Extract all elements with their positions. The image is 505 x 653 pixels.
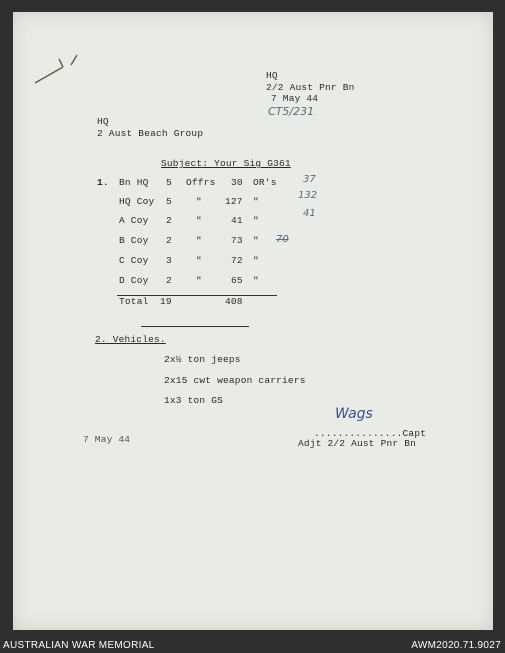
row-offrs: 5 <box>166 196 172 207</box>
row-name: A Coy <box>119 215 149 226</box>
row-ors-label: " <box>253 215 259 226</box>
subject-line: Subject: Your Sig G361 <box>161 158 291 169</box>
vehicle-item: 1x3 ton GS <box>164 395 224 406</box>
row-offrs-label: " <box>196 255 202 266</box>
margin-note: 37 <box>303 174 316 185</box>
handwritten-signature: Wags <box>335 406 373 422</box>
section-separator <box>141 326 249 327</box>
row-offrs-label: " <box>196 196 202 207</box>
row-offrs-label: " <box>196 275 202 286</box>
ink-mark-icon <box>33 47 83 87</box>
header-date: 7 May 44 <box>271 93 319 104</box>
row-name: D Coy <box>119 275 149 286</box>
row-offrs: 3 <box>166 255 172 266</box>
row-ors-label: " <box>253 235 259 246</box>
row-offrs-label: Offrs <box>186 177 216 188</box>
row-offrs-label: " <box>196 215 202 226</box>
margin-note: 41 <box>303 208 316 219</box>
margin-note: 132 <box>298 190 318 201</box>
struck-note: 70 <box>276 234 289 245</box>
row-ors-label: OR's <box>253 177 277 188</box>
vehicle-item: 2x½ ton jeeps <box>164 354 241 365</box>
row-offrs: 5 <box>166 177 172 188</box>
signature-dots-rank: ...............Capt <box>314 428 427 439</box>
row-offrs: 2 <box>166 275 172 286</box>
handwritten-reference: CT5/231 <box>268 105 315 118</box>
row-ors-label: " <box>253 255 259 266</box>
header-hq: HQ <box>266 70 278 81</box>
row-ors: 41 <box>231 215 243 226</box>
header-unit: 2/2 Aust Pnr Bn <box>266 82 355 93</box>
signature-position: Adjt 2/2 Aust Pnr Bn <box>298 438 417 449</box>
addressee-hq: HQ <box>97 116 109 127</box>
row-ors: 73 <box>231 235 243 246</box>
row-name: Bn HQ <box>119 177 149 188</box>
row-name: HQ Coy <box>119 196 155 207</box>
document-page <box>13 12 493 630</box>
row-ors-label: " <box>253 196 259 207</box>
row-ors: 127 <box>225 196 243 207</box>
row-ors: 30 <box>231 177 243 188</box>
row-offrs: 2 <box>166 235 172 246</box>
row-name: C Coy <box>119 255 149 266</box>
row-ors: 65 <box>231 275 243 286</box>
footer-accession: AWM2020.71.9027 <box>411 640 501 651</box>
row-name: B Coy <box>119 235 149 246</box>
total-offrs: 19 <box>160 296 172 307</box>
row-ors-label: " <box>253 275 259 286</box>
vehicle-item: 2x15 cwt weapon carriers <box>164 375 306 386</box>
footer-institution: AUSTRALIAN WAR MEMORIAL <box>3 640 155 651</box>
row-ors: 72 <box>231 255 243 266</box>
left-date: 7 May 44 <box>83 434 131 445</box>
total-ors: 408 <box>225 296 243 307</box>
addressee-group: 2 Aust Beach Group <box>97 128 204 139</box>
section1-number: 1. <box>97 177 109 188</box>
row-offrs: 2 <box>166 215 172 226</box>
row-offrs-label: " <box>196 235 202 246</box>
total-label: Total <box>119 296 149 307</box>
vehicles-heading: 2. Vehicles. <box>95 334 166 345</box>
